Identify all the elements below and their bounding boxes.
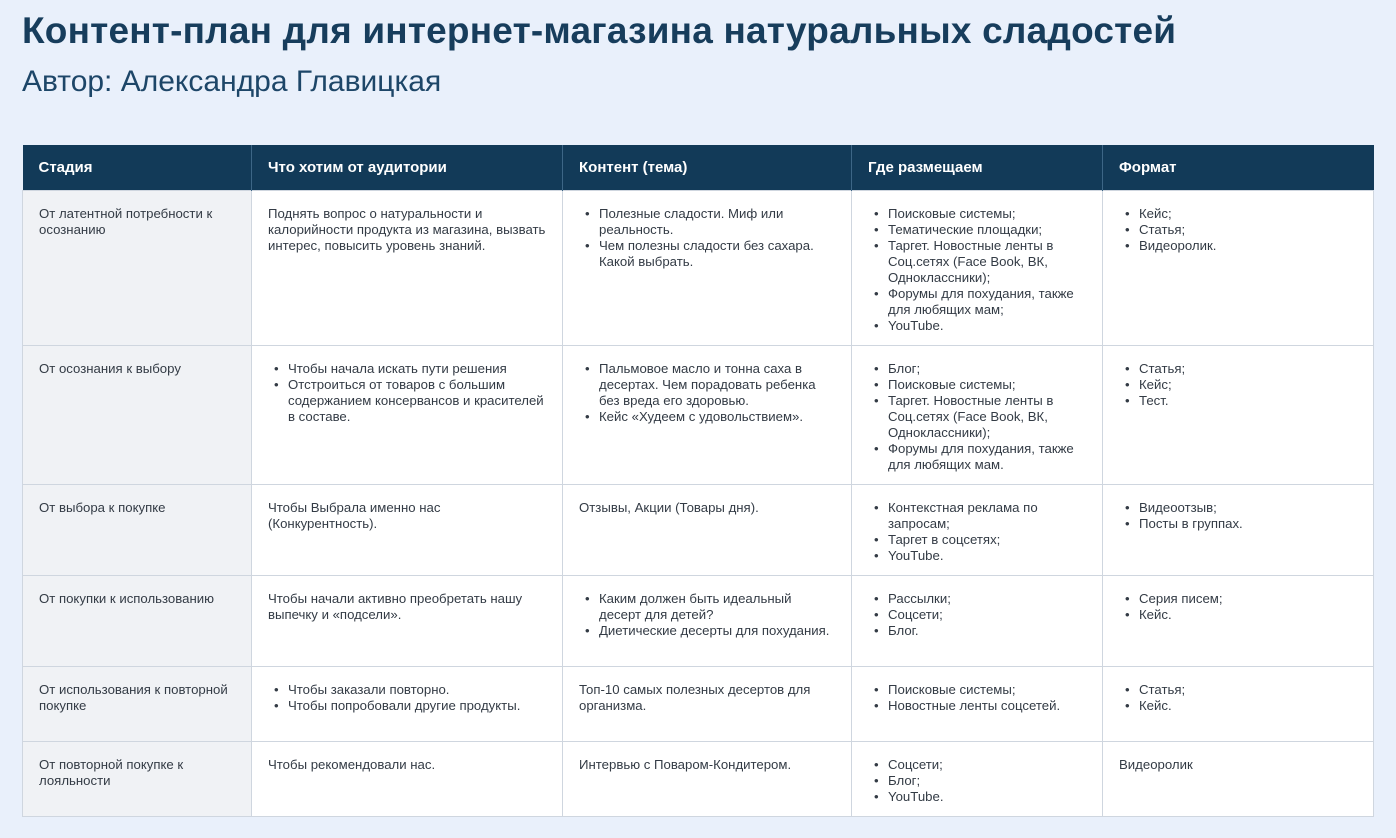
format-list (1119, 682, 1357, 714)
list-item: • Форумы для похудания, также для любящих мам; (888, 286, 1086, 318)
content-cell: Отзывы, Акции (Товары дня). (563, 485, 852, 576)
format-list (1119, 591, 1357, 623)
content-list (579, 361, 835, 425)
list-item: • Чтобы попробовали другие продукты. (288, 698, 546, 714)
list-item: • Видеоотзыв; (1139, 500, 1357, 516)
placement-list (868, 591, 1086, 639)
format-list (1119, 361, 1357, 409)
list-item: • Таргет. Новостные ленты в Соц.сетях (Face Book, ВК, Одноклассники); (888, 238, 1086, 286)
list-item: • Таргет в соцсетях; (888, 532, 1086, 548)
placement-cell (852, 191, 1103, 346)
list-item: • YouTube. (888, 318, 1086, 334)
list-item: • Соцсети; (888, 607, 1086, 623)
list-item: • YouTube. (888, 789, 1086, 805)
stage-cell: От использования к повторной покупке (23, 667, 252, 742)
placement-list (868, 206, 1086, 334)
placement-cell (852, 576, 1103, 667)
list-item: • Отстроиться от товаров с большим содержанием консервансов и красителей в составе. (288, 377, 546, 425)
list-item: • Контекстная реклама по запросам; (888, 500, 1086, 532)
list-item: • Кейс «Худеем с удовольствием». (599, 409, 835, 425)
list-item: • Пальмовое масло и тонна саха в десертах. Чем порадовать ребенка без вреда его здоровью. (599, 361, 835, 409)
placement-list (868, 361, 1086, 473)
list-item: • Кейс; (1139, 377, 1357, 393)
audience-cell: Чтобы рекомендовали нас. (252, 742, 563, 817)
placement-cell (852, 346, 1103, 485)
content-cell (563, 346, 852, 485)
content-list (579, 591, 835, 639)
stage-cell: От латентной потребности к осознанию (23, 191, 252, 346)
placement-list (868, 682, 1086, 714)
list-item: • Серия писем; (1139, 591, 1357, 607)
stage-cell: От выбора к покупке (23, 485, 252, 576)
audience-cell (252, 346, 563, 485)
list-item: • Полезные сладости. Миф или реальность. (599, 206, 835, 238)
page-author: Автор: Александра Главицкая (22, 65, 442, 98)
content-cell (563, 576, 852, 667)
placement-list (868, 500, 1086, 564)
format-cell: Видеоролик (1103, 742, 1374, 817)
table-row (23, 346, 1374, 485)
audience-cell: Чтобы Выбрала именно нас (Конкурентность). (252, 485, 563, 576)
audience-cell (252, 667, 563, 742)
format-cell (1103, 667, 1374, 742)
list-item: • Таргет. Новостные ленты в Соц.сетях (Face Book, ВК, Одноклассники); (888, 393, 1086, 441)
list-item: • Рассылки; (888, 591, 1086, 607)
list-item: • Статья; (1139, 222, 1357, 238)
format-cell (1103, 576, 1374, 667)
list-item: • Поисковые системы; (888, 206, 1086, 222)
column-header-placement: Где размещаем (852, 145, 1103, 191)
placement-cell (852, 667, 1103, 742)
format-list (1119, 500, 1357, 532)
list-item: • Статья; (1139, 682, 1357, 698)
content-cell: Топ-10 самых полезных десертов для организма. (563, 667, 852, 742)
list-item: • Форумы для похудания, также для любящих мам. (888, 441, 1086, 473)
table-row (23, 667, 1374, 742)
column-header-stage: Стадия (23, 145, 252, 191)
stage-cell: От осознания к выбору (23, 346, 252, 485)
content-list (579, 206, 835, 270)
list-item: • YouTube. (888, 548, 1086, 564)
list-item: • Чтобы заказали повторно. (288, 682, 546, 698)
placement-list (868, 757, 1086, 805)
format-cell (1103, 485, 1374, 576)
audience-cell: Поднять вопрос о натуральности и калорийности продукта из магазина, вызвать интерес, повысить уровень знаний. (252, 191, 563, 346)
content-cell: Интервью с Поваром-Кондитером. (563, 742, 852, 817)
page-title: Контент-план для интернет-магазина натуральных сладостей (22, 10, 1177, 51)
list-item: • Тест. (1139, 393, 1357, 409)
list-item: • Посты в группах. (1139, 516, 1357, 532)
table-row (23, 576, 1374, 667)
content-plan-table (22, 145, 1374, 817)
list-item: • Чем полезны сладости без сахара. Какой выбрать. (599, 238, 835, 270)
table-header-row (23, 145, 1374, 191)
list-item: • Поисковые системы; (888, 377, 1086, 393)
list-item: • Соцсети; (888, 757, 1086, 773)
list-item: • Статья; (1139, 361, 1357, 377)
placement-cell (852, 485, 1103, 576)
format-list (1119, 206, 1357, 254)
table-row (23, 485, 1374, 576)
list-item: • Кейс. (1139, 607, 1357, 623)
list-item: • Видеоролик. (1139, 238, 1357, 254)
list-item: • Блог. (888, 623, 1086, 639)
list-item: • Блог; (888, 361, 1086, 377)
list-item: • Чтобы начала искать пути решения (288, 361, 546, 377)
stage-cell: От покупки к использованию (23, 576, 252, 667)
content-cell (563, 191, 852, 346)
column-header-content: Контент (тема) (563, 145, 852, 191)
column-header-format: Формат (1103, 145, 1374, 191)
stage-cell: От повторной покупке к лояльности (23, 742, 252, 817)
list-item: • Диетические десерты для похудания. (599, 623, 835, 639)
list-item: • Новостные ленты соцсетей. (888, 698, 1086, 714)
table-row (23, 191, 1374, 346)
column-header-audience: Что хотим от аудитории (252, 145, 563, 191)
list-item: • Поисковые системы; (888, 682, 1086, 698)
table-row (23, 742, 1374, 817)
list-item: • Тематические площадки; (888, 222, 1086, 238)
audience-cell: Чтобы начали активно преобретать нашу выпечку и «подсели». (252, 576, 563, 667)
list-item: • Кейс. (1139, 698, 1357, 714)
list-item: • Кейс; (1139, 206, 1357, 222)
list-item: • Каким должен быть идеальный десерт для детей? (599, 591, 835, 623)
placement-cell (852, 742, 1103, 817)
list-item: • Блог; (888, 773, 1086, 789)
format-cell (1103, 346, 1374, 485)
format-cell (1103, 191, 1374, 346)
audience-list (268, 361, 546, 425)
audience-list (268, 682, 546, 714)
